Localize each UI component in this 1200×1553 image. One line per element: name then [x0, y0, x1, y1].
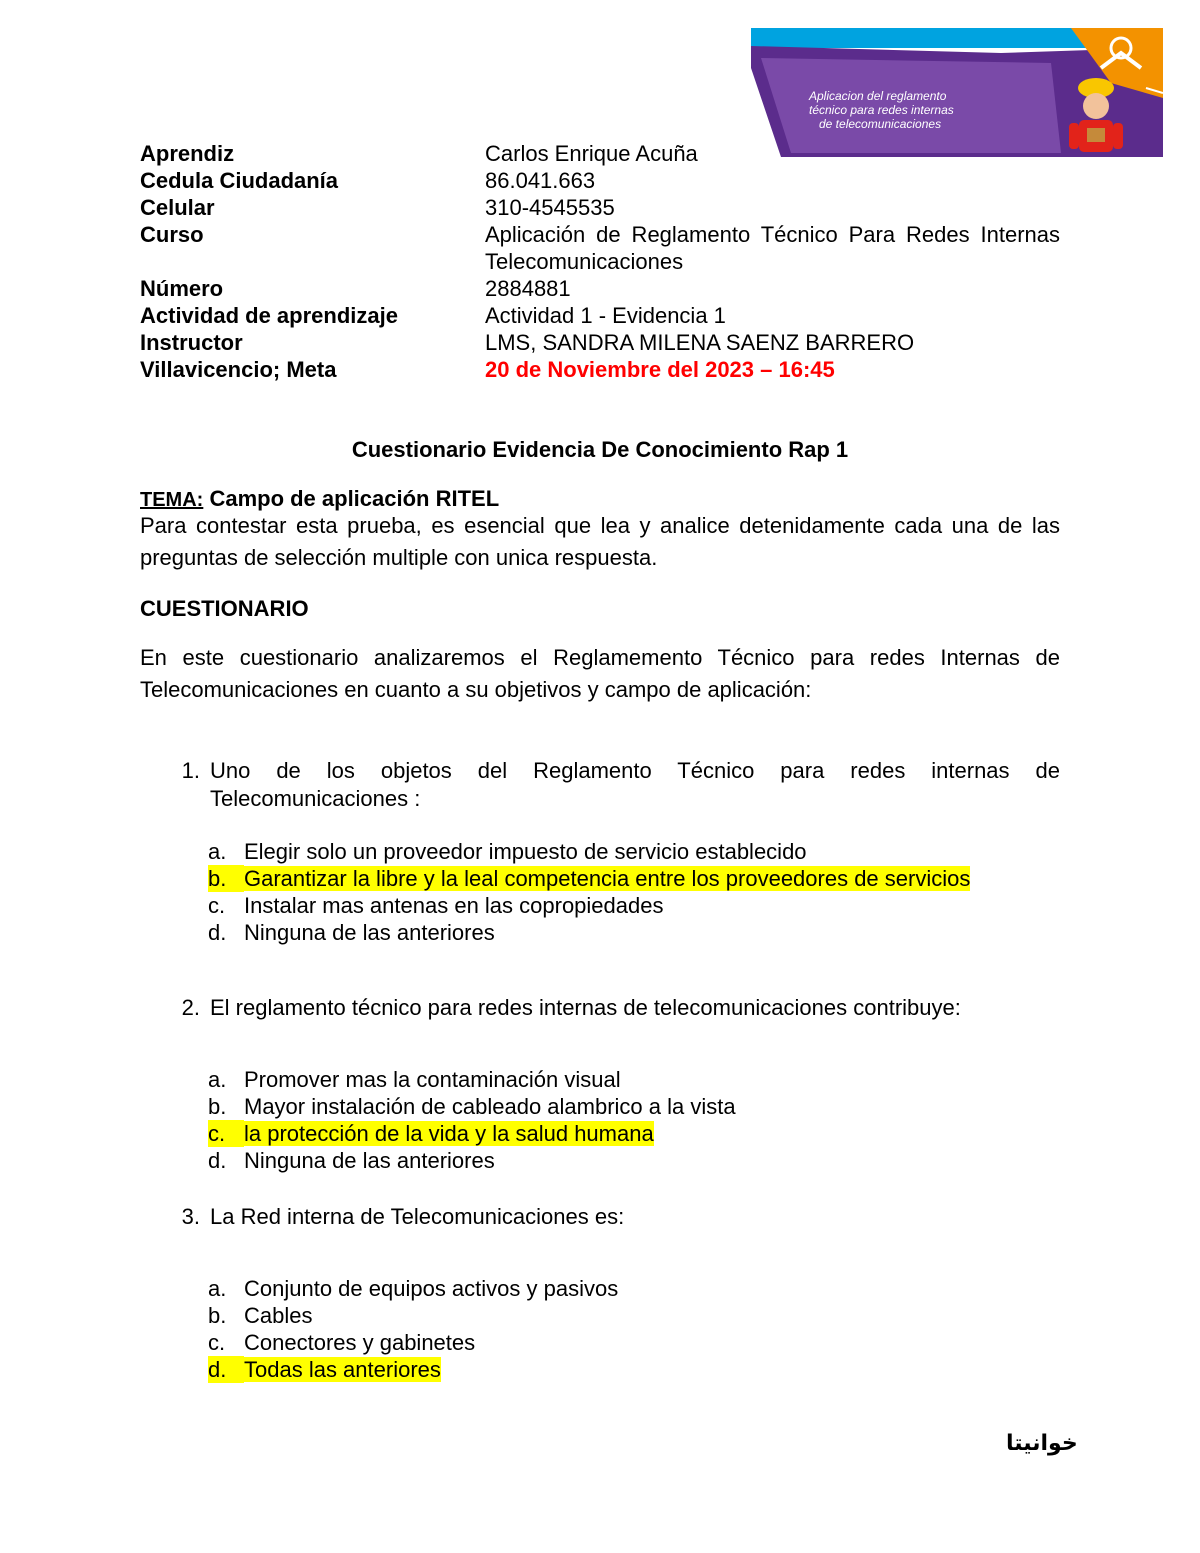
- info-row-instructor: [140, 329, 1060, 356]
- actividad-value: Actividad 1 - Evidencia 1: [485, 303, 726, 328]
- question-text: La Red interna de Telecomunicaciones es:: [210, 1204, 625, 1229]
- option-2b: [208, 1093, 736, 1120]
- question-number: 1.: [181, 758, 200, 783]
- option-text-highlighted: Todas las anteriores: [244, 1357, 441, 1382]
- numero-label: Número: [140, 276, 224, 301]
- option-letter: c.: [208, 1120, 244, 1147]
- option-text: Instalar mas antenas en las copropiedades: [244, 893, 664, 918]
- question-text: El reglamento técnico para redes internas de telecomunicaciones contribuye:: [210, 995, 961, 1020]
- info-row-curso: [140, 221, 1060, 275]
- option-text: Conjunto de equipos activos y pasivos: [244, 1276, 619, 1301]
- option-1b: [208, 865, 970, 892]
- curso-label: Curso: [140, 222, 204, 247]
- option-1a: [208, 838, 970, 865]
- cedula-value: 86.041.663: [485, 168, 596, 193]
- option-1d: [208, 919, 970, 946]
- celular-value: 310-4545535: [485, 195, 615, 220]
- option-2a: [208, 1066, 736, 1093]
- info-row-actividad: [140, 302, 1060, 329]
- actividad-label: Actividad de aprendizaje: [140, 303, 398, 328]
- option-text-highlighted: Garantizar la libre y la leal competencia entre los proveedores de servicios: [244, 866, 971, 891]
- cuestionario-intro: En este cuestionario analizaremos el Reglamemento Técnico para redes Internas de Telecomunicaciones en cuanto a su objetivos y campo de aplicación:: [140, 645, 1060, 702]
- option-text: Ninguna de las anteriores: [244, 1148, 495, 1173]
- fecha-value: 20 de Noviembre del 2023 – 16:45: [485, 357, 835, 382]
- info-row-cedula: [140, 167, 1060, 194]
- option-3c: [208, 1329, 618, 1356]
- question-number: 2.: [181, 995, 200, 1020]
- info-row-aprendiz: [140, 140, 1060, 167]
- tema-value: Campo de aplicación RITEL: [203, 486, 500, 511]
- question-3-options: [208, 1275, 618, 1383]
- aprendiz-value: Carlos Enrique Acuña: [485, 141, 698, 166]
- numero-value: 2884881: [485, 276, 571, 301]
- course-banner: [751, 28, 1163, 157]
- banner-title-line2: técnico para redes internas: [809, 103, 954, 117]
- question-text: Uno de los objetos del Reglamento Técnico para redes internas de Telecomunicaciones :: [210, 758, 1060, 811]
- option-text: Conectores y gabinetes: [244, 1330, 476, 1355]
- option-2d: [208, 1147, 736, 1174]
- option-letter: a.: [208, 1276, 227, 1301]
- option-text: Elegir solo un proveedor impuesto de servicio establecido: [244, 839, 807, 864]
- info-row-celular: [140, 194, 1060, 221]
- option-text-highlighted: la protección de la vida y la salud humana: [244, 1121, 654, 1146]
- option-3b: [208, 1302, 618, 1329]
- celular-label: Celular: [140, 195, 215, 220]
- question-number: 3.: [181, 1204, 200, 1229]
- option-3a: [208, 1275, 618, 1302]
- aprendiz-label: Aprendiz: [140, 141, 235, 166]
- option-2c: [208, 1120, 736, 1147]
- question-2-options: [208, 1066, 736, 1174]
- option-letter: c.: [208, 1330, 226, 1355]
- option-text: Ninguna de las anteriores: [244, 920, 495, 945]
- banner-title-line1: Aplicacion del reglamento: [809, 89, 947, 103]
- document-title: Cuestionario Evidencia De Conocimiento Rap 1: [351, 437, 849, 462]
- curso-value: Aplicación de Reglamento Técnico Para Redes Internas Telecomunicaciones: [485, 222, 1060, 274]
- option-letter: d.: [208, 1356, 244, 1383]
- banner-graphic: [751, 28, 1163, 157]
- option-letter: c.: [208, 893, 226, 918]
- option-text: Mayor instalación de cableado alambrico a la vista: [244, 1094, 736, 1119]
- cedula-label: Cedula Ciudadanía: [140, 168, 339, 193]
- option-letter: a.: [208, 1067, 227, 1092]
- tema-line: [140, 486, 499, 513]
- option-1c: [208, 892, 970, 919]
- intro-paragraph: Para contestar esta prueba, es esencial que lea y analice detenidamente cada una de las preguntas de selección multiple con unica respuesta.: [140, 513, 1060, 570]
- question-3: [170, 1203, 1060, 1231]
- option-letter: a.: [208, 839, 227, 864]
- banner-title-line3: de telecomunicaciones: [819, 117, 942, 131]
- option-letter: b.: [208, 865, 244, 892]
- student-info-table: [140, 140, 1060, 383]
- option-letter: b.: [208, 1094, 227, 1119]
- option-3d: [208, 1356, 618, 1383]
- info-row-numero: [140, 275, 1060, 302]
- option-text: Cables: [244, 1303, 313, 1328]
- footer-signature: خوانيتا: [1006, 1430, 1078, 1455]
- cuestionario-heading: CUESTIONARIO: [140, 596, 309, 621]
- question-2: [170, 994, 1060, 1022]
- question-1-options: [208, 838, 970, 946]
- lugar-label: Villavicencio; Meta: [140, 357, 337, 382]
- option-letter: b.: [208, 1303, 227, 1328]
- option-letter: d.: [208, 1148, 227, 1173]
- info-row-lugar-fecha: [140, 356, 1060, 383]
- option-text: Promover mas la contaminación visual: [244, 1067, 621, 1092]
- instructor-value: LMS, SANDRA MILENA SAENZ BARRERO: [485, 330, 915, 355]
- tema-label: TEMA:: [140, 489, 204, 511]
- option-letter: d.: [208, 920, 227, 945]
- question-1: [170, 757, 1060, 813]
- instructor-label: Instructor: [140, 330, 243, 355]
